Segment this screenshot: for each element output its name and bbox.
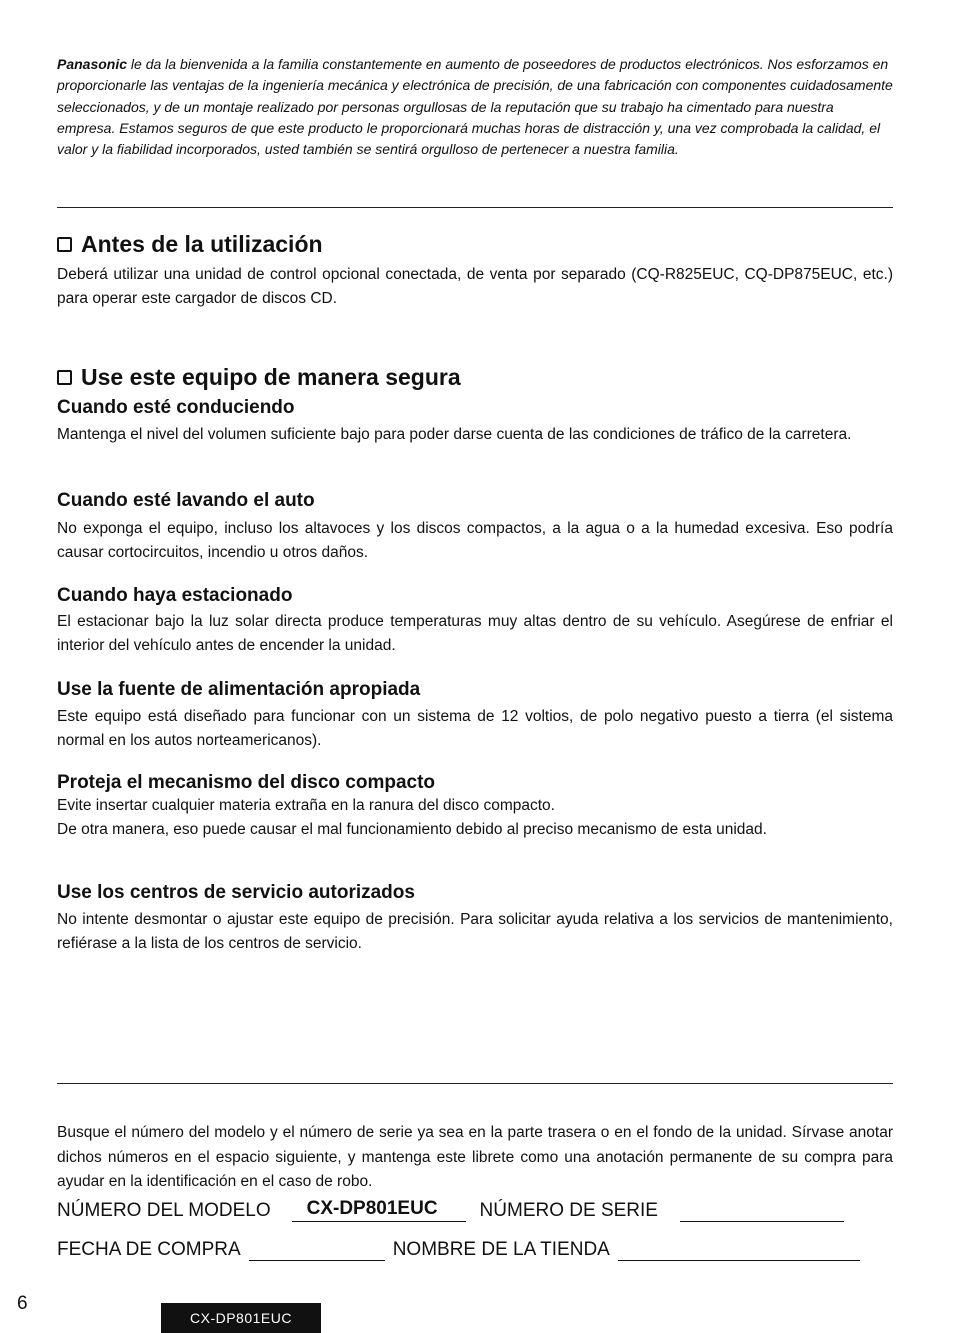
section-title-text: Antes de la utilización [81, 231, 323, 257]
purchase-date-field[interactable] [249, 1238, 385, 1261]
form-row-model [57, 1198, 893, 1222]
store-name-field[interactable] [618, 1238, 860, 1261]
text-cd-mechanism-2: De otra manera, eso puede causar el mal funcionamiento debido al preciso mecanismo de esta unidad. [57, 821, 767, 838]
store-name-label: NOMBRE DE LA TIENDA [392, 1239, 610, 1260]
intro-text: le da la bienvenida a la familia constantemente en aumento de poseedores de productos electrónicos. Nos esforzamos en proporcionarle las ventajas de la ingeniería mecánica y electrónica de precisión, de una fabricación con componentes cuidadosamente seleccionados, y de un montaje realizado por personas orgullosas de la reputación que su trabajo ha cimentado para nuestra empresa. Estamos seguros de que este producto le proporcionará muchas horas de distracción y, una vez comprobada la calidad, el valor y la fiabilidad incorporados, usted también se sentirá orgulloso de pertenecer a nuestra familia. [57, 56, 893, 158]
model-tag: CX-DP801EUC [161, 1303, 321, 1333]
divider-top [57, 207, 893, 208]
subhead-cd-mechanism: Proteja el mecanismo del disco compacto [57, 772, 436, 793]
intro-paragraph [57, 54, 895, 160]
serial-note: Busque el número del modelo y el número de serie ya sea en la parte trasera o en el fondo de la unidad. Sírvase anotar dichos números en el espacio siguiente, y mantenga este librete como una anotación permanente de su compra para ayudar en la identificación en el caso de robo. [57, 1124, 893, 1190]
text-washing: No exponga el equipo, incluso los altavoces y los discos compactos, a la agua o a la humedad excesiva. Eso podría causar cortocircuitos, incendio u otros daños. [57, 520, 893, 561]
form-row-purchase [57, 1238, 893, 1261]
model-label: NÚMERO DEL MODELO [57, 1200, 271, 1221]
subhead-washing: Cuando esté lavando el auto [57, 490, 315, 511]
text-service: No intente desmontar o ajustar este equipo de precisión. Para solicitar ayuda relativa a los servicios de mantenimiento, refiérase a la lista de los centros de servicio. [57, 911, 893, 952]
section-title-safety [57, 364, 461, 391]
subhead-power: Use la fuente de alimentación apropiada [57, 679, 421, 700]
serial-number-field[interactable] [680, 1199, 844, 1222]
text-driving: Mantenga el nivel del volumen suficiente bajo para poder darse cuenta de las condiciones de tráfico de la carretera. [57, 426, 852, 443]
text-power: Este equipo está diseñado para funcionar con un sistema de 12 voltios, de polo negativo puesto a tierra (el sistema normal en los autos norteamericanos). [57, 708, 893, 749]
text-cd-mechanism: Evite insertar cualquier materia extraña en la ranura del disco compacto. [57, 797, 555, 814]
section-title-text: Use este equipo de manera segura [81, 364, 461, 390]
purchase-date-label: FECHA DE COMPRA [57, 1239, 241, 1260]
subhead-driving: Cuando esté conduciendo [57, 397, 295, 418]
subhead-parked: Cuando haya estacionado [57, 585, 293, 606]
checkbox-icon [57, 237, 72, 252]
page-number: 6 [17, 1293, 28, 1314]
text-parked: El estacionar bajo la luz solar directa produce temperaturas muy altas dentro de su vehículo. Asegúrese de enfriar el interior del vehículo antes de encender la unidad. [57, 613, 893, 654]
brand-name: Panasonic [57, 56, 128, 72]
subhead-service: Use los centros de servicio autorizados [57, 882, 415, 903]
checkbox-icon [57, 370, 72, 385]
before-use-text: Deberá utilizar una unidad de control opcional conectada, de venta por separado (CQ-R825EUC, CQ-DP875EUC, etc.) para operar este cargador de discos CD. [57, 266, 893, 307]
model-value: CX-DP801EUC [292, 1198, 466, 1222]
divider-bottom [57, 1083, 893, 1084]
serial-label: NÚMERO DE SERIE [479, 1200, 658, 1221]
section-title-before-use [57, 231, 323, 258]
